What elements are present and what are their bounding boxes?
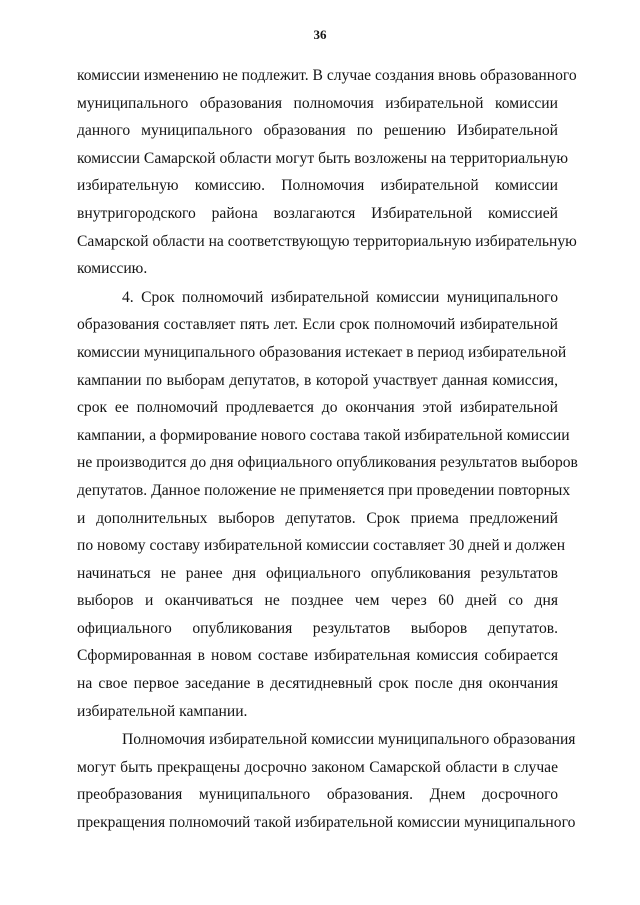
text-line: преобразования муниципального образования. Днем досрочного <box>77 786 558 804</box>
paragraph-3 <box>77 726 576 836</box>
text-line: начинаться не ранее дня официального опубликования результатов <box>77 564 558 582</box>
text-line: могут быть прекращены досрочно законом Самарской области в случае <box>77 758 558 776</box>
text-line: прекращения полномочий такой избирательной комиссии муниципального <box>77 814 576 832</box>
text-line: депутатов. Данное положение не применяется при проведении повторных <box>77 481 571 499</box>
text-line: кампании, а формирование нового состава такой избирательной комиссии <box>77 426 570 444</box>
text-line: комиссии муниципального образования истекает в период избирательной <box>77 343 567 361</box>
text-line: официального опубликования результатов выборов депутатов. <box>77 619 558 637</box>
page-number: 36 <box>313 27 327 42</box>
text-line: данного муниципального образования по решению Избирательной <box>77 122 558 140</box>
paragraph-2 <box>77 284 578 726</box>
text-line: Полномочия избирательной комиссии муниципального образования <box>122 731 576 749</box>
paragraph-1 <box>77 62 577 283</box>
text-line: срок ее полномочий продлевается до окончания этой избирательной <box>77 399 558 417</box>
text-line: избирательную комиссию. Полномочия избирательной комиссии <box>77 177 558 195</box>
text-line: Самарской области на соответствующую территориальную избирательную <box>77 232 577 250</box>
text-line: 4. Срок полномочий избирательной комиссии муниципального <box>122 288 558 306</box>
document-body <box>77 62 578 837</box>
text-line: и дополнительных выборов депутатов. Срок приема предложений <box>77 509 558 527</box>
text-line: комиссию. <box>77 260 148 278</box>
text-line: на свое первое заседание в десятидневный срок после дня окончания <box>77 675 558 693</box>
text-line: муниципального образования полномочия избирательной комиссии <box>77 94 558 112</box>
text-line: избирательной кампании. <box>77 702 248 720</box>
text-line: комиссии Самарской области могут быть возложены на территориальную <box>77 149 569 167</box>
text-line: Сформированная в новом составе избирательная комиссия собирается <box>77 647 558 665</box>
text-line: выборов и оканчиваться не позднее чем через 60 дней со дня <box>77 592 558 610</box>
text-line: образования составляет пять лет. Если срок полномочий избирательной <box>77 316 558 334</box>
text-line: не производится до дня официального опубликования результатов выборов <box>77 454 578 472</box>
text-line: кампании по выборам депутатов, в которой участвует данная комиссия, <box>77 371 558 389</box>
text-line: по новому составу избирательной комиссии составляет 30 дней и должен <box>77 537 566 555</box>
text-line: внутригородского района возлагаются Избирательной комиссией <box>77 204 558 222</box>
text-line: комиссии изменению не подлежит. В случае создания вновь образованного <box>77 67 577 84</box>
